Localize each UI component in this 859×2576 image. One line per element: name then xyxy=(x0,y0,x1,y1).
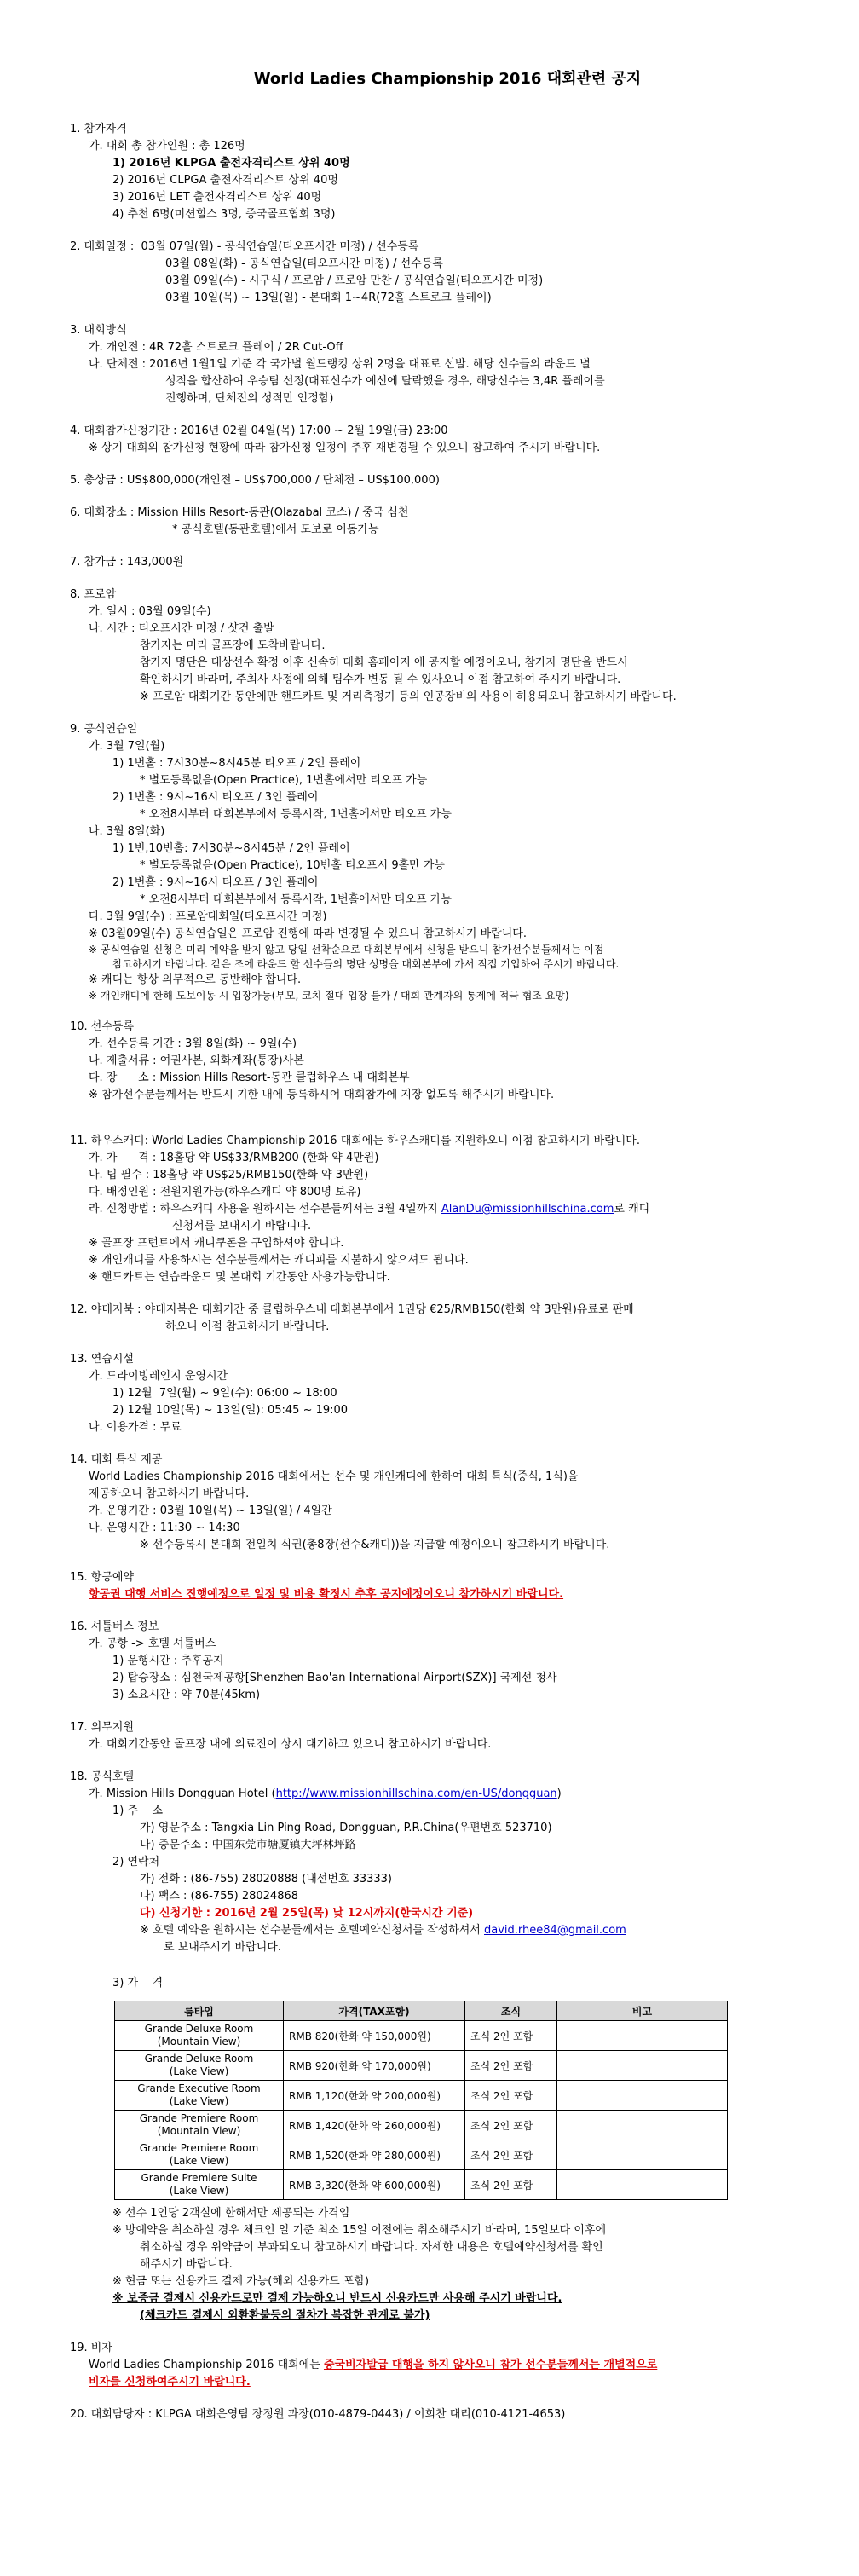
price-cell: RMB 1,120(한화 약 200,000원) xyxy=(284,2081,465,2111)
section-yardage-book xyxy=(70,1302,825,1336)
visa-notice: 중국비자발급 대행을 하지 않사오니 참가 선수분들께서는 개별적으로 xyxy=(323,2359,658,2371)
hotel-email-link[interactable]: david.rhee84@gmail.com xyxy=(484,1924,626,1937)
text-line: 1) 1번홀 : 7시30분~8시45분 티오프 / 2인 플레이 xyxy=(112,757,361,770)
breakfast-cell: 조식 2인 포함 xyxy=(465,2051,557,2081)
text-line: 가. 대회 총 참가인원 : 총 126명 xyxy=(89,140,245,153)
section-heading: 18. 공식호텔 xyxy=(70,1770,135,1783)
room-view: (Lake View) xyxy=(169,2185,229,2197)
text-line: 2) 탑승장소 : 심천국제공항[Shenzhen Bao'an International Airport(SZX)] 국제선 청사 xyxy=(112,1672,557,1684)
room-name: Grande Deluxe Room xyxy=(144,2023,254,2035)
note-line: ※ 골프장 프런트에서 캐디쿠폰을 구입하셔야 합니다. xyxy=(89,1237,344,1250)
text-line: 가. 드라이빙레인지 운영시간 xyxy=(89,1370,228,1383)
notice-line: 항공권 대행 서비스 진행예정으로 일정 및 비용 확정시 추후 공지예정이오니 참가하시기 바랍니다. xyxy=(89,1588,564,1601)
text-line: 나) 중문주소 : 中国东莞市塘厦镇大坪林坪路 xyxy=(140,1839,356,1851)
note-line: ※ 방예약을 취소하실 경우 체크인 일 기준 최소 15일 이전에는 취소해주시기 바라며, 15일보다 이후에 xyxy=(112,2224,607,2237)
text-line: 가. 가 격 : 18홀당 약 US$33/RMB200 (한화 약 4만원) xyxy=(89,1152,379,1164)
text-line: 확인하시기 바라며, 주최사 사정에 의해 팀수가 변동 될 수 있사오니 이점 참고하여 주시기 바랍니다. xyxy=(140,673,621,686)
section-heading: 15. 항공예약 xyxy=(70,1571,135,1584)
text-line: 나. 제출서류 : 여권사본, 외화계좌(통장)사본 xyxy=(89,1054,304,1067)
room-view: (Lake View) xyxy=(169,2065,229,2077)
room-view: (Lake View) xyxy=(169,2155,229,2167)
column-header: 조식 xyxy=(465,2001,557,2021)
section-flight xyxy=(70,1569,825,1603)
text-line: World Ladies Championship 2016 대회에서는 선수 및 개인캐디에 한하여 대회 특식(중식, 1식)을 xyxy=(89,1470,579,1483)
text-line: 나. 팁 필수 : 18홀당 약 US$25/RMB150(한화 약 3만원) xyxy=(89,1169,369,1181)
text-line: 2) 2016년 CLPGA 출전자격리스트 상위 40명 xyxy=(112,174,338,187)
column-header: 룸타입 xyxy=(115,2001,284,2021)
text-fragment: 로 캐디 xyxy=(614,1203,650,1216)
text-line xyxy=(70,1786,825,1803)
note-line: 해주시기 바랍니다. xyxy=(140,2258,233,2271)
room-view: (Mountain View) xyxy=(157,2036,241,2048)
room-price-table xyxy=(114,2001,728,2200)
note-line: ※ 03월09일(수) 공식연습일은 프로암 진행에 따라 변경될 수 있으니 참고하시기 바랍니다. xyxy=(89,927,527,940)
section-heading: 16. 셔틀버스 정보 xyxy=(70,1620,159,1633)
breakfast-cell: 조식 2인 포함 xyxy=(465,2170,557,2200)
note-line: 로 보내주시기 바랍니다. xyxy=(164,1941,281,1954)
deadline-line: 다) 신청기한 : 2016년 2월 25일(목) 낮 12시까지(한국시간 기준) xyxy=(140,1907,474,1920)
note-cell xyxy=(557,2170,728,2200)
section-heading: 7. 참가금 : 143,000원 xyxy=(70,556,184,569)
page-title: World Ladies Championship 2016 대회관련 공지 xyxy=(253,70,642,88)
text-line: 제공하오니 참고하시기 바랍니다. xyxy=(89,1487,250,1500)
note-line: 취소하실 경우 위약금이 부과되오니 참고하시기 바랍니다. 자세한 내용은 호텔예약신청서를 확인 xyxy=(140,2241,603,2254)
note-cell xyxy=(557,2140,728,2170)
note-line: ※ 현금 또는 신용카드 결제 가능(해외 신용카드 포함) xyxy=(112,2275,370,2288)
section-heading: 13. 연습시설 xyxy=(70,1353,135,1366)
text-line: 진행하며, 단체전의 성적만 인정함) xyxy=(165,392,334,405)
schedule-item: 03월 09일(수) - 시구식 / 프로암 / 프로암 만찬 / 공식연습일(티오프시간 미정) xyxy=(165,274,544,287)
note-line: ※ 공식연습일 신청은 미리 예약을 받지 않고 당일 선착순으로 대회본부에서 신청을 받으니 참가선수분들께서는 이점 xyxy=(89,944,604,956)
note-line: ※ 선수등록시 본대회 전일치 식권(총8장(선수&캐디))을 지급할 예정이오니 참고하시기 바랍니다. xyxy=(140,1539,610,1551)
note-line: 참고하시기 바랍니다. 같은 조에 라운드 할 선수들의 명단 성명을 대회본부에 가서 직접 기입하여 주시기 바랍니다. xyxy=(112,958,620,970)
text-line: 가. 3월 7일(월) xyxy=(89,740,165,753)
section-shuttle xyxy=(70,1619,825,1704)
text-line: 가. 개인전 : 4R 72홀 스트로크 플레이 / 2R Cut-Off xyxy=(89,341,343,354)
section-heading: 3. 대회방식 xyxy=(70,324,127,337)
section-player-registration xyxy=(70,1019,825,1104)
table-header-row xyxy=(115,2001,728,2021)
text-fragment: 라. 신청방법 : 하우스캐디 사용을 원하시는 선수분들께서는 3월 4일까지 xyxy=(89,1203,441,1216)
text-line: 다. 장 소 : Mission Hills Resort-동관 클럽하우스 내 대회본부 xyxy=(89,1071,410,1084)
section-heading: 14. 대회 특식 제공 xyxy=(70,1453,163,1466)
section-heading: 11. 하우스캐디: World Ladies Championship 2016 대회에는 하우스캐디를 지원하오니 이점 참고하시기 바랍니다. xyxy=(70,1135,641,1147)
section-medical xyxy=(70,1719,825,1753)
text-line: 2) 연락처 xyxy=(112,1856,160,1868)
section-heading: 20. 대회담당자 : KLPGA 대회운영팀 장정원 과장(010-4879-0443) / 이희찬 대리(010-4121-4653) xyxy=(70,2408,566,2421)
section-heading: 9. 공식연습일 xyxy=(70,723,138,736)
text-line xyxy=(70,1201,825,1218)
room-type-cell xyxy=(115,2170,284,2200)
text-line: 다. 배정인원 : 전원지원가능(하우스캐디 약 800명 보유) xyxy=(89,1186,361,1198)
text-line: 다. 3월 9일(수) : 프로암대회일(티오프시간 미정) xyxy=(89,910,327,923)
text-fragment: World Ladies Championship 2016 대회에는 xyxy=(89,2359,324,2371)
section-heading: 4. 대회참가신청기간 : 2016년 02월 04일(목) 17:00 ~ 2월 19일(금) 23:00 xyxy=(70,425,448,437)
text-line: 나. 단체전 : 2016년 1월1일 기준 각 국가별 월드랭킹 상위 2명을 대표로 선발. 해당 선수들의 라운드 별 xyxy=(89,358,591,371)
section-hotel xyxy=(70,1769,825,2325)
schedule-item: 03월 07일(월) - 공식연습일(티오프시간 미정) / 선수등록 xyxy=(141,240,419,253)
table-row xyxy=(115,2081,728,2111)
section-heading: 19. 비자 xyxy=(70,2342,112,2354)
text-line: 가) 전화 : (86-755) 28020888 (내선번호 33333) xyxy=(140,1873,393,1886)
note-line: * 공식호텔(동관호텔)에서 도보로 이동가능 xyxy=(172,523,379,536)
note-line: ※ 선수 1인당 2객실에 한해서만 제공되는 가격임 xyxy=(112,2207,350,2220)
note-line: ※ 상기 대회의 참가신청 현황에 따라 참가신청 일정이 추후 재변경될 수 있으니 참고하여 주시기 바랍니다. xyxy=(89,442,601,454)
table-row xyxy=(115,2021,728,2051)
breakfast-cell: 조식 2인 포함 xyxy=(465,2021,557,2051)
room-type-cell xyxy=(115,2111,284,2140)
text-line: 1) 12월 7일(월) ~ 9일(수): 06:00 ~ 18:00 xyxy=(112,1387,337,1400)
section-practice-facility xyxy=(70,1351,825,1436)
text-line: 나. 운영시간 : 11:30 ~ 14:30 xyxy=(89,1522,240,1534)
price-cell: RMB 920(한화 약 170,000원) xyxy=(284,2051,465,2081)
text-line: 가. 대회기간동안 골프장 내에 의료진이 상시 대기하고 있으니 참고하시기 바랍니다. xyxy=(89,1738,492,1751)
note-line: ※ 캐디는 항상 의무적으로 동반해야 합니다. xyxy=(89,973,302,986)
room-name: Grande Executive Room xyxy=(137,2082,261,2094)
text-line: 2) 1번홀 : 9시~16시 티오프 / 3인 플레이 xyxy=(112,876,319,889)
caddie-email-link[interactable]: AlanDu@missionhillschina.com xyxy=(441,1203,614,1216)
text-line: 3) 2016년 LET 출전자격리스트 상위 40명 xyxy=(112,191,322,204)
section-visa xyxy=(70,2340,825,2391)
note-line: * 별도등록없음(Open Practice), 1번홀에서만 티오프 가능 xyxy=(140,774,428,787)
column-header: 비고 xyxy=(557,2001,728,2021)
breakfast-cell: 조식 2인 포함 xyxy=(465,2111,557,2140)
text-line: 참가자는 미리 골프장에 도착바랍니다. xyxy=(140,639,326,652)
room-name: Grande Premiere Room xyxy=(139,2112,259,2124)
note-cell xyxy=(557,2051,728,2081)
text-line xyxy=(70,239,825,256)
text-line: 1) 2016년 KLPGA 출전자격리스트 상위 40명 xyxy=(112,157,350,170)
text-line: 가. 선수등록 기간 : 3월 8일(화) ~ 9일(수) xyxy=(89,1037,297,1050)
price-cell: RMB 820(한화 약 150,000원) xyxy=(284,2021,465,2051)
note-cell xyxy=(557,2081,728,2111)
section-pro-am xyxy=(70,586,825,706)
hotel-website-link[interactable]: http://www.missionhillschina.com/en-US/dongguan xyxy=(275,1788,557,1800)
section-heading: 2. 대회일정 : xyxy=(70,240,135,253)
text-line: 1) 주 소 xyxy=(112,1805,164,1817)
note-cell xyxy=(557,2021,728,2051)
section-practice-days xyxy=(70,721,825,1003)
price-cell: RMB 1,520(한화 약 280,000원) xyxy=(284,2140,465,2170)
text-line: 하오니 이점 참고하시기 바랍니다. xyxy=(165,1320,330,1333)
column-header: 가격(TAX포함) xyxy=(284,2001,465,2021)
text-fragment: ) xyxy=(556,1788,562,1800)
table-row xyxy=(115,2170,728,2200)
section-heading: 6. 대회장소 : Mission Hills Resort-동관(Olazabal 코스) / 중국 심천 xyxy=(70,506,409,519)
section-heading: 10. 선수등록 xyxy=(70,1020,135,1033)
section-heading: 8. 프로암 xyxy=(70,588,117,601)
section-schedule xyxy=(70,239,825,307)
section-venue xyxy=(70,505,825,539)
note-line: ※ 보증금 결제시 신용카드로만 결제 가능하오니 반드시 신용카드만 사용해 주시기 바랍니다. xyxy=(112,2292,562,2305)
text-line: 나. 3월 8일(화) xyxy=(89,825,165,838)
text-line: 나) 팩스 : (86-755) 28024868 xyxy=(140,1890,299,1903)
room-name: Grande Premiere Suite xyxy=(141,2172,257,2184)
room-type-cell xyxy=(115,2140,284,2170)
section-prize xyxy=(70,472,825,489)
visa-notice: 비자를 신청하여주시기 바랍니다. xyxy=(89,2376,251,2388)
text-line: 2) 1번홀 : 9시~16시 티오프 / 3인 플레이 xyxy=(112,791,319,804)
section-format xyxy=(70,322,825,407)
note-line: ※ 개인캐디를 사용하시는 선수분들께서는 캐디피를 지불하지 않으셔도 됩니다. xyxy=(89,1254,469,1267)
text-line: 가) 영문주소 : Tangxia Lin Ping Road, Dongguan, P.R.China(우편번호 523710) xyxy=(140,1822,552,1834)
text-fragment: 가. Mission Hills Dongguan Hotel ( xyxy=(89,1788,276,1800)
text-line: 나. 이용가격 : 무료 xyxy=(89,1421,182,1434)
note-line: * 오전8시부터 대회본부에서 등록시작, 1번홀에서만 티오프 가능 xyxy=(140,893,452,906)
section-house-caddie xyxy=(70,1133,825,1286)
schedule-item: 03월 10일(목) ~ 13일(일) - 본대회 1~4R(72홀 스트로크 플레이) xyxy=(165,292,492,304)
section-heading: 1. 참가자격 xyxy=(70,123,127,136)
note-line: ※ 핸드카트는 연습라운드 및 본대회 기간동안 사용가능합니다. xyxy=(89,1271,390,1284)
text-line: 4) 추천 6명(미션힐스 3명, 중국골프협회 3명) xyxy=(112,208,336,221)
breakfast-cell: 조식 2인 포함 xyxy=(465,2140,557,2170)
text-line: 3) 소요시간 : 약 70분(45km) xyxy=(112,1689,261,1701)
text-line: 가. 운영기간 : 03월 10일(목) ~ 13일(일) / 4일간 xyxy=(89,1505,332,1517)
note-cell xyxy=(557,2111,728,2140)
section-heading: 12. 야데지북 : 야데지북은 대회기간 중 클럽하우스내 대회본부에서 1권당 €25/RMB150(한화 약 3만원)유료로 판매 xyxy=(70,1303,634,1316)
price-cell: RMB 3,320(한화 약 600,000원) xyxy=(284,2170,465,2200)
text-line: 신청서를 보내시기 바랍니다. xyxy=(172,1220,312,1233)
note-line: ※ 참가선수분들께서는 반드시 기한 내에 등록하시어 대회참가에 지장 없도록 해주시기 바랍니다. xyxy=(89,1089,555,1101)
text-line: 가. 일시 : 03월 09일(수) xyxy=(89,605,211,618)
section-eligibility xyxy=(70,121,825,223)
table-row xyxy=(115,2051,728,2081)
room-type-cell xyxy=(115,2051,284,2081)
text-line xyxy=(70,2357,825,2374)
room-type-cell xyxy=(115,2081,284,2111)
breakfast-cell: 조식 2인 포함 xyxy=(465,2081,557,2111)
price-cell: RMB 1,420(한화 약 260,000원) xyxy=(284,2111,465,2140)
note-line: * 오전8시부터 대회본부에서 등록시작, 1번홀에서만 티오프 가능 xyxy=(140,808,452,821)
schedule-item: 03월 08일(화) - 공식연습일(티오프시간 미정) / 선수등록 xyxy=(165,257,443,270)
table-row xyxy=(115,2111,728,2140)
room-view: (Mountain View) xyxy=(157,2125,241,2137)
section-registration-period xyxy=(70,423,825,457)
section-heading: 5. 총상금 : US$800,000(개인전 – US$700,000 / 단체전 – US$100,000) xyxy=(70,474,440,487)
table-row xyxy=(115,2140,728,2170)
room-type-cell xyxy=(115,2021,284,2051)
section-entry-fee xyxy=(70,554,825,571)
text-line: 2) 12월 10일(목) ~ 13일(일): 05:45 ~ 19:00 xyxy=(112,1404,349,1417)
section-special-meal xyxy=(70,1452,825,1554)
text-line: 성적을 합산하여 우승팀 선정(대표선수가 예선에 탈락했을 경우, 해당선수는 3,4R 플레이를 xyxy=(165,375,605,388)
room-name: Grande Deluxe Room xyxy=(144,2053,254,2065)
note-line: (체크카드 결제시 외환환불등의 절차가 복잡한 관계로 불가) xyxy=(140,2309,430,2322)
section-contact xyxy=(70,2406,825,2423)
note-line: ※ 프로암 대회기간 동안에만 핸드카트 및 거리측정기 등의 인공장비의 사용이 허용되오니 참고하시기 바랍니다. xyxy=(140,690,677,703)
note-line: ※ 개인캐디에 한해 도보이동 시 입장가능(부모, 코치 절대 입장 불가 / 대회 관계자의 통제에 적극 협조 요망) xyxy=(89,990,569,1002)
text-line: 1) 1번,10번홀: 7시30분~8시45분 / 2인 플레이 xyxy=(112,842,350,855)
section-heading: 17. 의무지원 xyxy=(70,1721,135,1734)
text-line: 나. 시간 : 티오프시간 미정 / 샷건 출발 xyxy=(89,622,274,635)
text-line: 참가자 명단은 대상선수 확정 이후 신속히 대회 홈페이지 에 공지할 예정이오니, 참가자 명단을 반드시 xyxy=(140,656,628,669)
note-line xyxy=(70,1922,825,1939)
room-view: (Lake View) xyxy=(169,2095,229,2107)
text-fragment: ※ 호텔 예약을 원하시는 선수분들께서는 호텔예약신청서를 작성하셔서 xyxy=(140,1924,485,1937)
note-line: * 별도등록없음(Open Practice), 10번홀 티오프시 9홀만 가능 xyxy=(140,859,445,872)
text-line: 1) 운행시간 : 추후공지 xyxy=(112,1655,224,1667)
text-line: 가. 공항 -> 호텔 셔틀버스 xyxy=(89,1637,216,1650)
room-name: Grande Premiere Room xyxy=(139,2142,259,2154)
text-line: 3) 가 격 xyxy=(112,1977,164,1990)
